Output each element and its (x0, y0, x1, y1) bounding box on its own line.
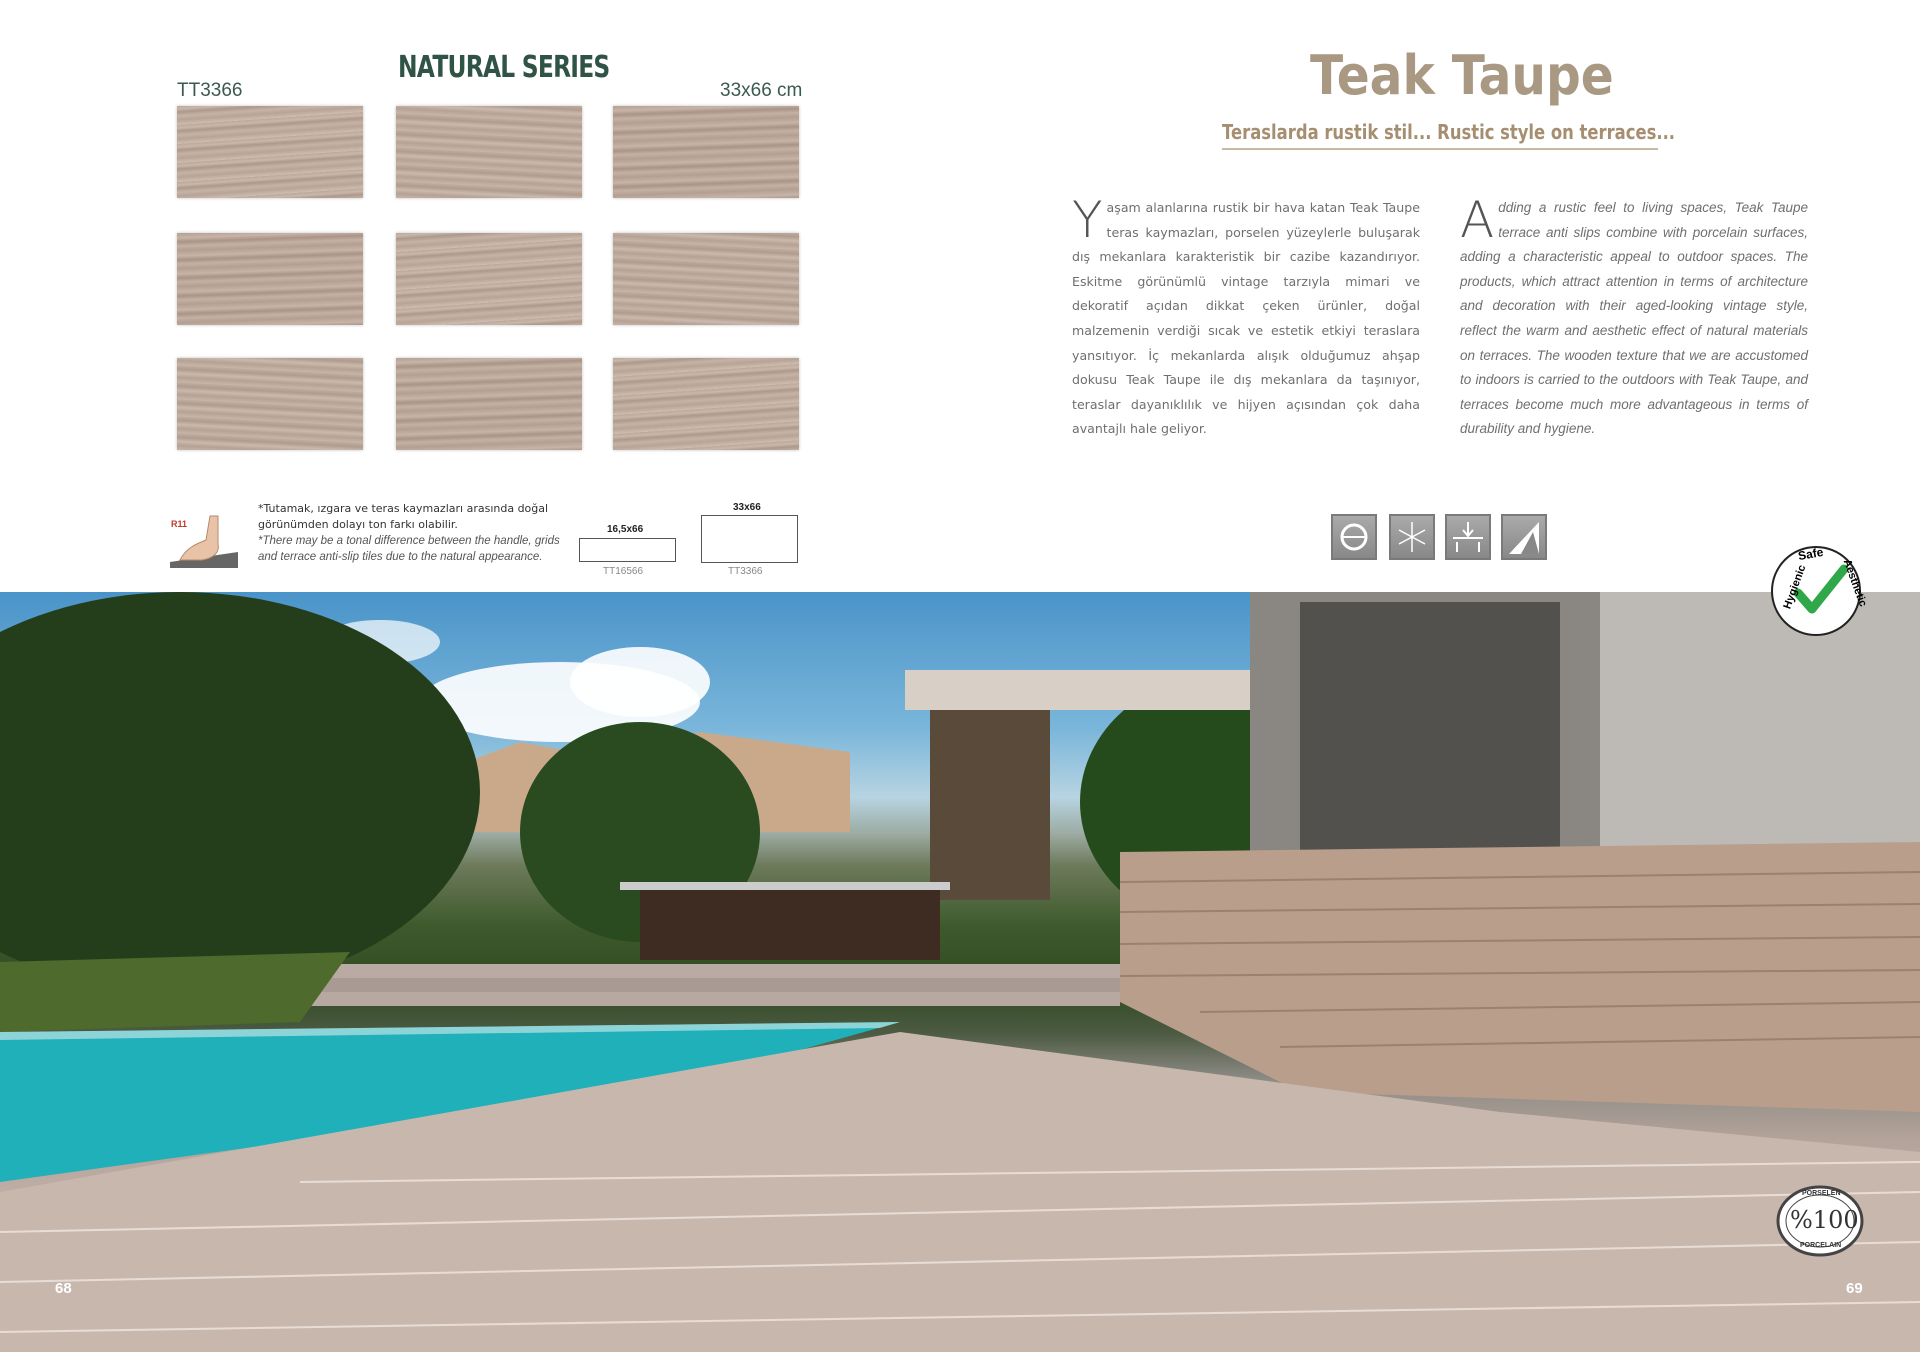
tile-swatch (396, 233, 582, 325)
tile-swatch (177, 106, 363, 198)
terrace-pool-photo (0, 592, 1920, 1352)
description-en-text: dding a rustic feel to living spaces, Teak Taupe terrace anti slips combine with porcelain surfaces, adding a characteristic appeal to outdoor spaces. The products, which attract attention in terms of architecture and decoration with their aged-looking vintage style, reflect the warm and aesthetic effect of natural materials on terraces. The wooden texture that we are accustomed to indoors is carried to the outdoors with Teak Taupe, and terraces become much more advantageous in terms of durability and hygiene. (1460, 200, 1808, 437)
page-title: Teak Taupe (1310, 44, 1614, 107)
series-title: NATURAL SERIES (398, 50, 610, 85)
format-box-large (701, 515, 798, 563)
page-number-right: 69 (1846, 1280, 1863, 1297)
description-english (1460, 191, 1808, 442)
format-label: 16,5x66 (607, 524, 644, 535)
badge-word: Safe (1796, 544, 1825, 564)
tile-swatch (396, 358, 582, 450)
page-subtitle: Teraslarda rustik stil... Rustic style on terraces... (1222, 120, 1676, 144)
scratch-resistant-icon (1389, 514, 1435, 560)
dropcap: A (1460, 191, 1495, 249)
tile-swatch (177, 233, 363, 325)
tonal-difference-note (258, 501, 578, 565)
note-en: *There may be a tonal difference between the handle, grids and terrace anti-slip tiles due to the natural appearance. (258, 535, 560, 563)
tile-swatch (613, 358, 799, 450)
porcelain-100-badge (1776, 1184, 1864, 1258)
slip-resistant-icon (1501, 514, 1547, 560)
page-number-left: 68 (55, 1280, 72, 1297)
badge-bottom-text: PORCELAIN (1800, 1242, 1842, 1249)
quality-seal-badge (1770, 544, 1869, 637)
format-box-small (579, 538, 676, 562)
tile-swatch (613, 106, 799, 198)
format-label: 33x66 (733, 502, 761, 513)
subtitle-underline (1222, 148, 1658, 150)
slip-rating-label: R11 (171, 519, 188, 529)
dropcap: Y (1072, 191, 1103, 249)
product-code: TT3366 (177, 80, 243, 101)
badge-top-text: PORSELEN (1802, 1190, 1841, 1197)
badge-word: Hygienic (1781, 563, 1809, 611)
tile-swatch (396, 106, 582, 198)
foot-slip-icon (166, 510, 242, 570)
frost-resistant-icon (1331, 514, 1377, 560)
format-code: TT3366 (728, 566, 763, 577)
load-resistant-icon (1445, 514, 1491, 560)
note-tr: *Tutamak, ızgara ve teras kaymazları arasında doğal görünümden dolayı ton farkı olabilir. (258, 502, 549, 531)
description-turkish (1072, 191, 1420, 442)
badge-value: %100 (1790, 1206, 1859, 1234)
tile-swatch (177, 358, 363, 450)
tile-swatch (613, 233, 799, 325)
format-code: TT16566 (603, 566, 644, 577)
description-tr-text: aşam alanlarına rustik bir hava katan Teak Taupe teras kaymazları, porselen yüzeylerle buluşarak dış mekanlara karakteristik bir cazibe kazandırıyor. Eskitme görünümlü vintage tarzıyla mimari ve dekoratif açıdan dikkat çeken ürünler, doğal malzemenin verdiği sıcak ve estetik etkiyi teraslara yansıtıyor. İç mekanlarda alışık olduğumuz ahşap dokusu Teak Taupe ile dış mekanlara da taşınıyor, teraslar dayanıklılık ve hijyen açısından çok daha avantajlı hale geliyor. (1072, 200, 1420, 437)
badge-word: Aesthetic (1840, 557, 1869, 609)
tile-size: 33x66 cm (720, 80, 803, 101)
